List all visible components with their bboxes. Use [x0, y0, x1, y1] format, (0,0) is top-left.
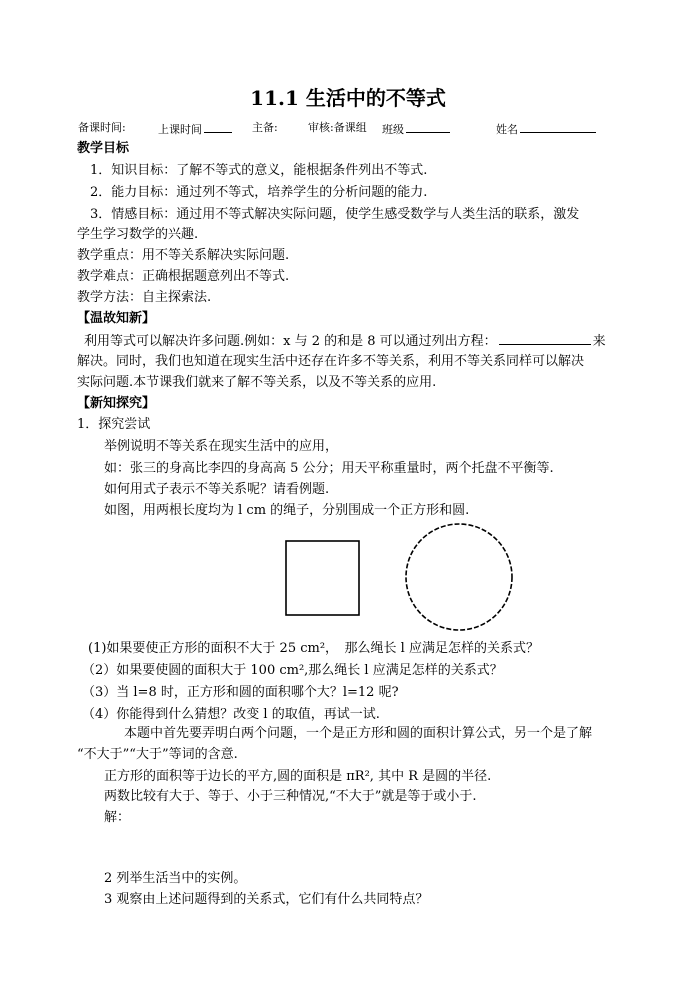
class-label: 班级: [382, 123, 404, 136]
goal-2: 2．能力目标：通过列不等式，培养学生的分析问题的能力.: [90, 185, 428, 200]
explore-line-3: 如何用式子表示不等关系呢？请看例题.: [104, 482, 330, 497]
review-line-3: 实际问题.本节课我们就来了解不等关系，以及不等关系的应用.: [77, 375, 437, 390]
question-2: （2）如果要使圆的面积大于 100 cm²,那么绳长 l 应满足怎样的关系式？: [82, 663, 503, 678]
prep-time-label: 备课时间:: [78, 121, 126, 134]
review-label: 审核:备课组: [308, 121, 367, 134]
circle-shape: [406, 524, 512, 630]
name-label: 姓名: [496, 123, 518, 136]
analysis-line-3: 正方形的面积等于边长的平方,圆的面积是 πR², 其中 R 是圆的半径.: [104, 769, 492, 784]
review-line-2: 解决。同时，我们也知道在现实生活中还存在许多不等关系，利用不等关系同样可以解决: [77, 354, 585, 369]
method: 教学方法：自主探索法.: [77, 290, 212, 305]
question-4: （4）你能得到什么猜想？改变 l 的取值，再试一试.: [82, 707, 380, 722]
explore-heading: 【新知探究】: [77, 396, 156, 411]
question-3: （3）当 l=8 时，正方形和圆的面积哪个大？l=12 呢?: [82, 685, 399, 700]
answer-label: 解：: [104, 810, 131, 825]
goals-heading: 教学目标: [77, 141, 130, 156]
review-heading: 【温故知新】: [77, 311, 156, 326]
host-label: 主备:: [252, 121, 278, 134]
difficulty: 教学难点：正确根据题意列出不等式.: [77, 269, 290, 284]
review-line-1-tail: 来: [592, 334, 606, 349]
goal-3-cont: 学生学习数学的兴趣.: [77, 227, 199, 242]
class-time-label: 上课时间: [158, 123, 202, 136]
explore-1: 1．探究尝试: [77, 417, 151, 432]
item-3: 3 观察由上述问题得到的关系式，它们有什么共同特点？: [104, 892, 429, 907]
analysis-line-1: 本题中首先要弄明白两个问题，一个是正方形和圆的面积计算公式，另一个是了解: [124, 726, 593, 741]
page-title: 11.1 生活中的不等式: [250, 86, 446, 110]
item-2: 2 列举生活当中的实例。: [104, 871, 247, 886]
analysis-line-2: “不大于”“大于”等词的含意.: [77, 747, 238, 762]
explore-line-1: 举例说明不等关系在现实生活中的应用，: [104, 439, 339, 454]
goal-3: 3．情感目标：通过用不等式解决实际问题，使学生感受数学与人类生活的联系，激发: [90, 207, 580, 222]
square-shape: [286, 541, 359, 615]
goal-1: 1．知识目标：了解不等式的意义，能根据条件列出不等式.: [90, 163, 428, 178]
review-line-1-text: 利用等式可以解决许多问题.例如：x 与 2 的和是 8 可以通过列出方程：: [84, 334, 497, 349]
key-point: 教学重点：用不等关系解决实际问题.: [77, 248, 290, 263]
question-1: (1)如果要使正方形的面积不大于 25 cm²， 那么绳长 l 应满足怎样的关系式？: [88, 641, 539, 656]
explore-line-2: 如：张三的身高比李四的身高高 5 公分；用天平称重量时，两个托盘不平衡等.: [104, 461, 554, 476]
analysis-line-4: 两数比较有大于、等于、小于三种情况,“不大于”就是等于或小于.: [104, 789, 477, 804]
explore-line-4: 如图，用两根长度均为 l cm 的绳子，分别围成一个正方形和圆.: [104, 503, 470, 518]
